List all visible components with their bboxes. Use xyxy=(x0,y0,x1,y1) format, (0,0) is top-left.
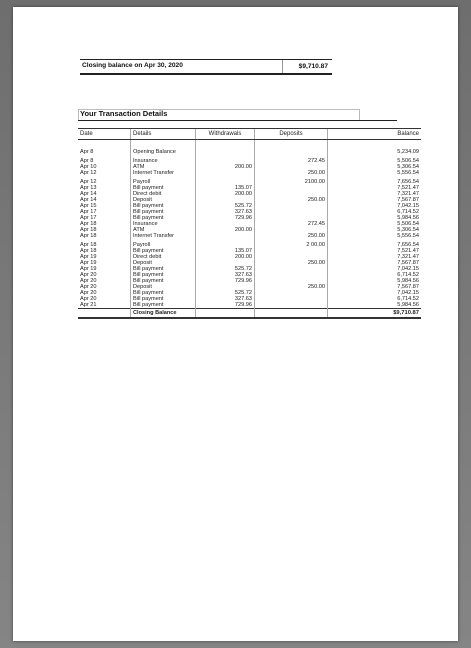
closing-row-date xyxy=(78,309,131,319)
cell-withdrawal: 525.72 xyxy=(196,290,255,296)
cell-deposit: 272.45 xyxy=(255,155,328,164)
cell-date: Apr 14 xyxy=(80,191,97,197)
cell-balance: 5,234.09 xyxy=(328,149,422,155)
cell-withdrawal: 327.63 xyxy=(196,272,255,278)
cell-date: Apr 10 xyxy=(80,164,97,170)
cell-deposit: 250.00 xyxy=(255,284,328,290)
cell-balance: 5,556.54 xyxy=(328,233,422,239)
cell-date: Apr 12 xyxy=(80,170,97,176)
cell-date: Apr 18 xyxy=(80,221,97,227)
cell-balance: 7,656.54 xyxy=(328,239,422,248)
cell-date: Apr 13 xyxy=(80,185,97,191)
cell-balance: 7,321.47 xyxy=(328,254,422,260)
cell-date: Apr 15 xyxy=(80,203,97,209)
header-details: Details xyxy=(131,129,196,140)
cell-withdrawal xyxy=(196,239,255,248)
transaction-table xyxy=(78,128,421,319)
cell-deposit: 2100.00 xyxy=(255,176,328,185)
cell-details: Deposit xyxy=(131,284,196,290)
cell-details: Insurance xyxy=(131,155,196,164)
transaction-rows xyxy=(78,149,421,309)
cell-date: Apr 19 xyxy=(80,260,97,266)
cell-withdrawal: 200.00 xyxy=(196,191,255,197)
cell-details: Bill payment xyxy=(131,302,196,309)
cell-details: Payroll xyxy=(131,239,196,248)
title-rule xyxy=(78,120,397,121)
cell-balance: 6,714.52 xyxy=(328,272,422,278)
cell-details: Bill payment xyxy=(131,272,196,278)
closing-balance-value: $9,710.87 xyxy=(298,63,328,70)
cell-details: Internet Transfer xyxy=(131,233,196,239)
cell-balance: 7,567.87 xyxy=(328,197,422,203)
closing-balance-label: Closing balance on Apr 30, 2020 xyxy=(82,62,183,69)
cell-details: ATM xyxy=(131,164,196,170)
cell-withdrawal: 327.63 xyxy=(196,296,255,302)
cell-details: Bill payment xyxy=(131,215,196,221)
cell-deposit: 272.45 xyxy=(255,221,328,227)
cell-details: Payroll xyxy=(131,176,196,185)
cell-balance: 7,567.87 xyxy=(328,284,422,290)
cell-withdrawal: 135.07 xyxy=(196,248,255,254)
cell-details: Bill payment xyxy=(131,278,196,284)
cell-withdrawal: 729.96 xyxy=(196,302,255,309)
cell-date: Apr 20 xyxy=(80,278,97,284)
cell-balance: 7,042.15 xyxy=(328,266,422,272)
cell-details: Deposit xyxy=(131,197,196,203)
table-header-row xyxy=(78,129,421,140)
cell-details: Bill payment xyxy=(131,266,196,272)
cell-balance: 7,567.87 xyxy=(328,260,422,266)
cell-details: Bill payment xyxy=(131,248,196,254)
header-gap xyxy=(78,140,131,150)
cell-balance: 7,042.15 xyxy=(328,290,422,296)
cell-date: Apr 20 xyxy=(80,272,97,278)
cell-withdrawal: 525.72 xyxy=(196,203,255,209)
cell-withdrawal: 525.72 xyxy=(196,266,255,272)
cell-balance: 5,984.56 xyxy=(328,215,422,221)
cell-withdrawal: 327.63 xyxy=(196,209,255,215)
cell-details: Deposit xyxy=(131,260,196,266)
cell-date: Apr 8 xyxy=(80,149,94,155)
cell-date: Apr 19 xyxy=(80,266,97,272)
cell-balance: 7,521.47 xyxy=(328,248,422,254)
cell-balance: 7,656.54 xyxy=(328,176,422,185)
cell-date: Apr 17 xyxy=(80,209,97,215)
cell-details: Direct debit xyxy=(131,191,196,197)
table-row xyxy=(78,155,421,164)
cell-date: Apr 20 xyxy=(80,284,97,290)
cell-date: Apr 18 xyxy=(80,227,97,233)
cell-details: Insurance xyxy=(131,221,196,227)
header-date: Date xyxy=(78,129,131,140)
cell-date: Apr 17 xyxy=(80,215,97,221)
header-withdrawals: Withdrawals xyxy=(196,129,255,140)
cell-date: Apr 19 xyxy=(80,254,97,260)
table-row xyxy=(78,176,421,185)
cell-balance: 5,984.56 xyxy=(328,302,422,309)
header-balance: Balance xyxy=(328,129,422,140)
cell-withdrawal: 200.00 xyxy=(196,254,255,260)
cell-withdrawal: 729.96 xyxy=(196,215,255,221)
cell-deposit: 2 00.00 xyxy=(255,239,328,248)
cell-withdrawal: 200.00 xyxy=(196,227,255,233)
cell-balance: 5,556.54 xyxy=(328,170,422,176)
cell-balance: 7,521.47 xyxy=(328,185,422,191)
statement-page xyxy=(13,7,458,641)
cell-deposit: 250.00 xyxy=(255,233,328,239)
cell-date: Apr 20 xyxy=(80,296,97,302)
cell-balance: 5,506.54 xyxy=(328,221,422,227)
cell-date: Apr 21 xyxy=(80,302,97,308)
closing-balance-bar xyxy=(80,59,332,75)
cell-withdrawal: 729.96 xyxy=(196,278,255,284)
cell-withdrawal: 200.00 xyxy=(196,164,255,170)
cell-date: Apr 8 xyxy=(80,158,94,164)
cell-balance: 5,506.54 xyxy=(328,155,422,164)
cell-balance: 5,306.54 xyxy=(328,164,422,170)
cell-withdrawal: 135.07 xyxy=(196,185,255,191)
cell-details: Bill payment xyxy=(131,203,196,209)
cell-balance: 6,714.52 xyxy=(328,296,422,302)
table-row xyxy=(78,239,421,248)
cell-deposit: 250.00 xyxy=(255,170,328,176)
cell-details: Bill payment xyxy=(131,296,196,302)
cell-date: Apr 12 xyxy=(80,179,97,185)
cell-date: Apr 18 xyxy=(80,242,97,248)
transaction-details-title: Your Transaction Details xyxy=(80,109,168,118)
cell-details: Opening Balance xyxy=(131,149,196,155)
cell-details: Direct debit xyxy=(131,254,196,260)
closing-balance-divider xyxy=(282,60,283,73)
cell-balance: 5,984.56 xyxy=(328,278,422,284)
cell-withdrawal xyxy=(196,176,255,185)
cell-date: Apr 20 xyxy=(80,290,97,296)
cell-balance: 7,321.47 xyxy=(328,191,422,197)
cell-withdrawal xyxy=(196,155,255,164)
cell-details: Bill payment xyxy=(131,290,196,296)
cell-balance: 5,306.54 xyxy=(328,227,422,233)
cell-deposit: 250.00 xyxy=(255,260,328,266)
closing-balance-row xyxy=(78,309,421,319)
header-deposits: Deposits xyxy=(255,129,328,140)
cell-balance: 6,714.52 xyxy=(328,209,422,215)
cell-details: Bill payment xyxy=(131,209,196,215)
closing-row-label: Closing Balance xyxy=(131,309,196,319)
cell-date: Apr 18 xyxy=(80,233,97,239)
cell-details: Internet Transfer xyxy=(131,170,196,176)
cell-balance: 7,042.15 xyxy=(328,203,422,209)
cell-date: Apr 18 xyxy=(80,248,97,254)
cell-date: Apr 14 xyxy=(80,197,97,203)
closing-row-balance: $9,710.87 xyxy=(328,309,422,319)
cell-deposit: 250.00 xyxy=(255,197,328,203)
cell-details: ATM xyxy=(131,227,196,233)
cell-details: Bill payment xyxy=(131,185,196,191)
